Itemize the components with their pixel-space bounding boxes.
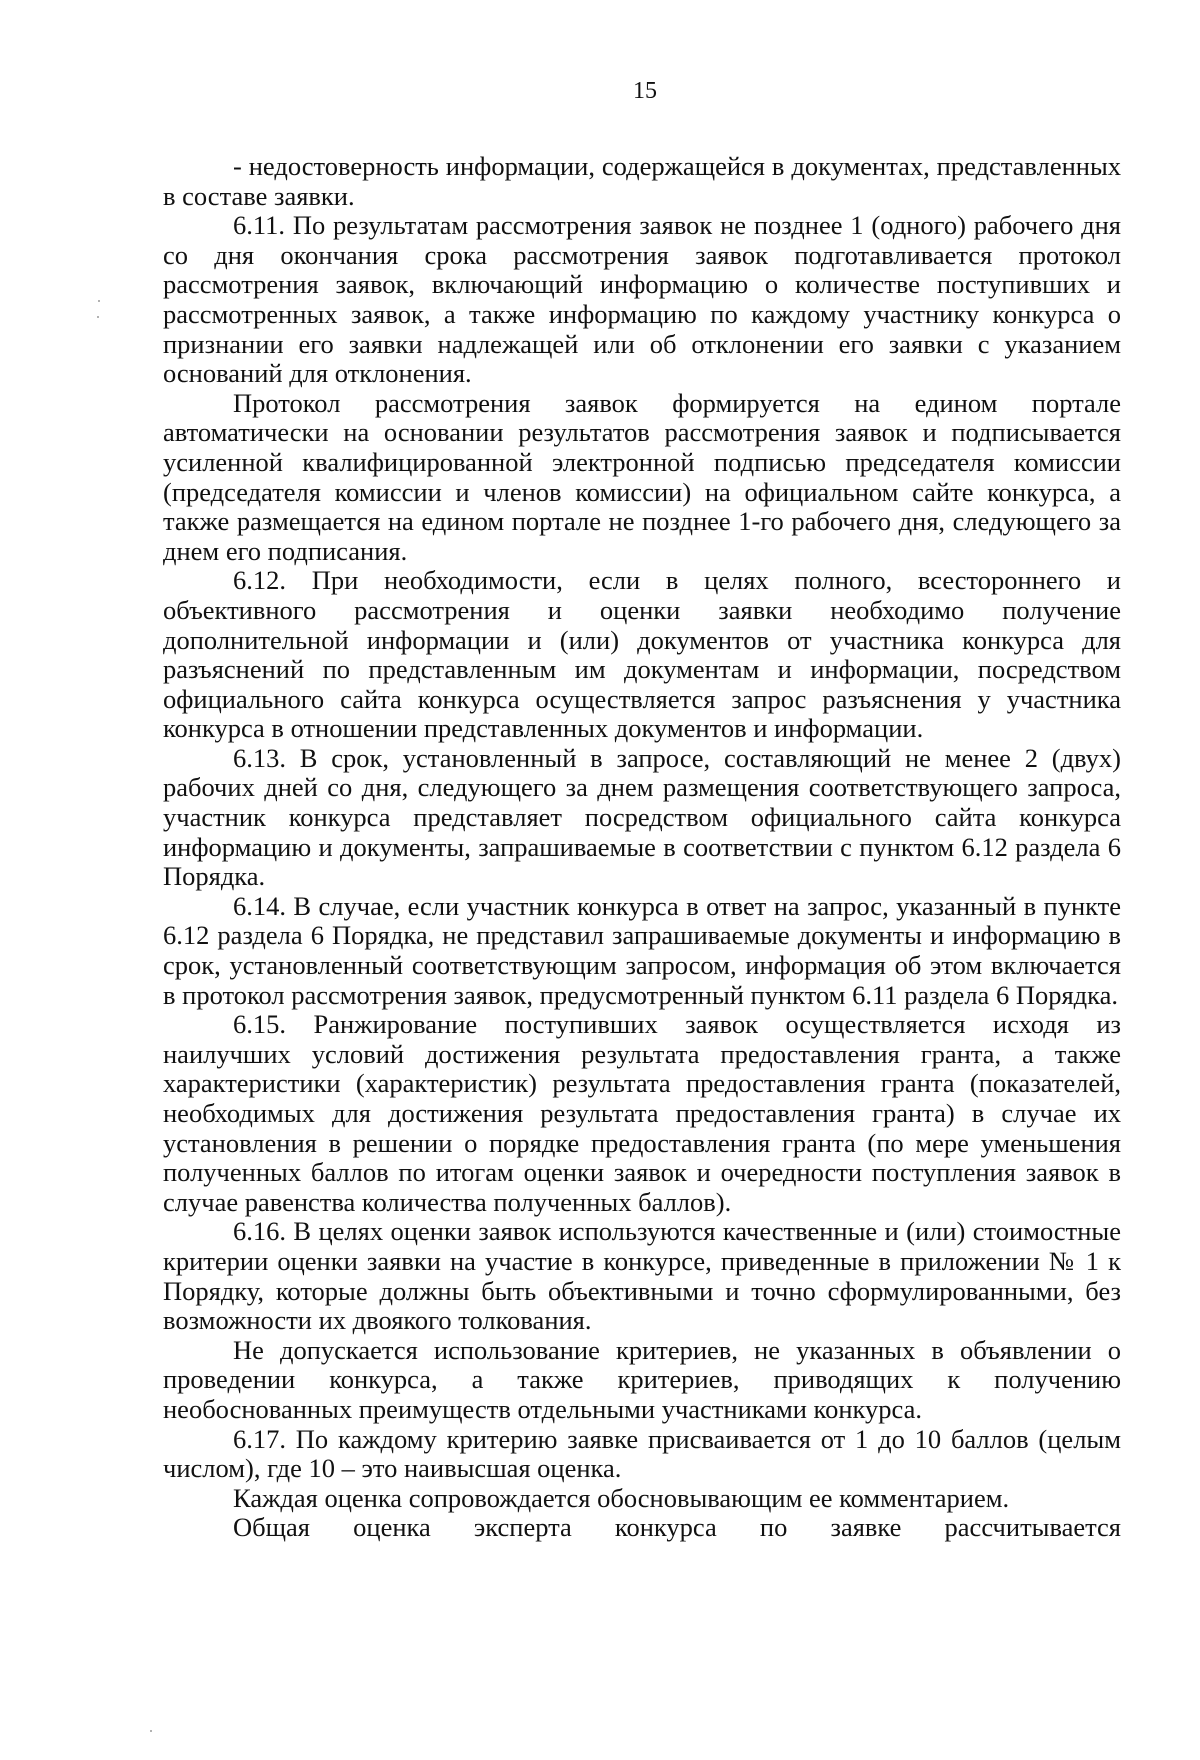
paragraph-6-12: 6.12. При необходимости, если в целях полного, всестороннего и объективного рассмотрения и оценки заявки необходимо получение дополнительной информации и (или) документов от участника конкурса для разъяснений по представленным им документам и информации, посредством официального сайта конкурса осуществляется запрос разъяснения у участника конкурса в отношении представленных документов и информации. — [163, 565, 1121, 744]
paragraph-comment: Каждая оценка сопровождается обосновывающим ее комментарием. — [233, 1482, 1010, 1513]
paragraph-criteria-restriction: Не допускается использование критериев, не указанных в объявлении о проведении конкурса, а также критериев, приводящих к получению необоснованных преимуществ отдельными участниками конкурса. — [163, 1334, 1121, 1424]
document-body — [163, 152, 1121, 1543]
paragraph-6-15: 6.15. Ранжирование поступивших заявок осуществляется исходя из наилучших условий достижения результата предоставления гранта, а также характеристики (характеристик) результата предоставления гранта (показателей, необходимых для достижения результата предоставления гранта) в случае их установления в решении о порядке предоставления гранта (по мере уменьшения полученных баллов по итогам оценки заявок и очередности поступления заявок в случае равенства количества полученных баллов). — [163, 1009, 1121, 1217]
paragraph-6-17: 6.17. По каждому критерию заявке присваивается от 1 до 10 баллов (целым числом), где 10 – это наивысшая оценка. — [163, 1423, 1121, 1484]
page-number: 15 — [633, 78, 657, 104]
paragraph-6-13: 6.13. В срок, установленный в запросе, составляющий не менее 2 (двух) рабочих дней со дня, следующего за днем размещения соответствующего запроса, участник конкурса представляет посредством официального сайта конкурса информацию и документы, запрашиваемые в соответствии с пунктом 6.12 раздела 6 Порядка. — [163, 742, 1121, 892]
paragraph-unreliable-info: - недостоверность информации, содержащейся в документах, представленных в составе заявки. — [163, 151, 1121, 211]
paragraph-total-score: Общая оценка эксперта конкурса по заявке рассчитывается — [233, 1512, 1121, 1543]
paragraph-6-14: 6.14. В случае, если участник конкурса в ответ на запрос, указанный в пункте 6.12 раздела 6 Порядка, не представил запрашиваемые документы и информацию в срок, установленный соответствующим запросом, информация об этом включается в протокол рассмотрения заявок, предусмотренный пунктом 6.11 раздела 6 Порядка. — [163, 890, 1121, 1010]
scan-speck — [98, 300, 100, 302]
paragraph-6-16: 6.16. В целях оценки заявок используются качественные и (или) стоимостные критерии оценки заявки на участие в конкурсе, приведенные в приложении № 1 к Порядку, которые должны быть объективными и точно сформулированными, без возможности их двоякого толкования. — [163, 1216, 1121, 1336]
scan-speck — [97, 316, 99, 318]
paragraph-6-11: 6.11. По результатам рассмотрения заявок не позднее 1 (одного) рабочего дня со дня окончания срока рассмотрения заявок подготавливается протокол рассмотрения заявок, включающий информацию о количестве поступивших и рассмотренных заявок, а также информацию по каждому участнику конкурса о признании его заявки надлежащей или об отклонении его заявки с указанием оснований для отклонения. — [163, 210, 1121, 389]
scan-speck — [150, 1730, 152, 1732]
paragraph-protocol: Протокол рассмотрения заявок формируется на едином портале автоматически на основании результатов рассмотрения заявок и подписывается усиленной квалифицированной электронной подписью председателя комиссии (председателя комиссии и членов комиссии) на официальном сайте конкурса, а также размещается на едином портале не позднее 1-го рабочего дня, следующего за днем его подписания. — [163, 387, 1121, 566]
